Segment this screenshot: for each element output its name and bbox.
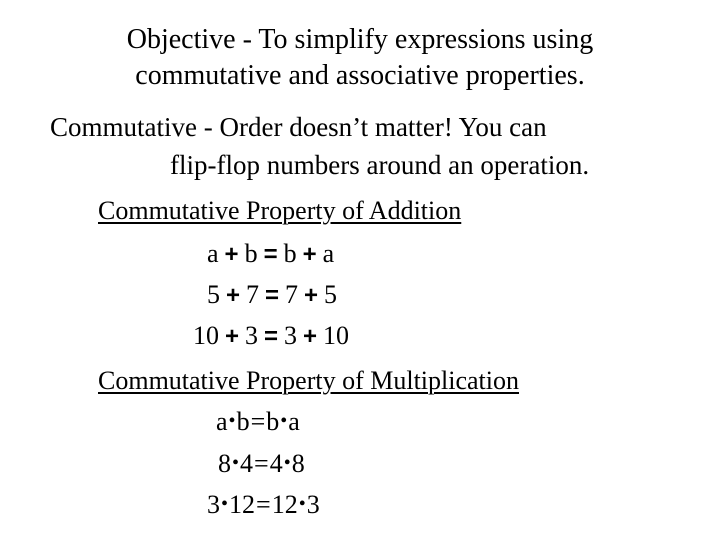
addition-equation-3 [193, 323, 349, 349]
plus-sign: + [224, 241, 239, 268]
title-line-1: Objective - To simplify expressions using [126, 24, 594, 55]
equals-sign: = [264, 323, 279, 350]
equals-sign: = [263, 241, 278, 268]
dot-operator: • [298, 493, 306, 515]
eq-term: b [236, 407, 250, 436]
multiplication-heading: Commutative Property of Multiplication [98, 366, 520, 395]
eq-term: 3 [306, 490, 320, 519]
dot-operator: • [232, 452, 240, 474]
plus-sign: + [302, 241, 317, 268]
eq-term: a [288, 407, 300, 436]
eq-term: 10 [323, 321, 350, 350]
equals-sign: = [265, 282, 280, 309]
plus-sign: + [225, 323, 240, 350]
addition-equation-1 [207, 241, 334, 267]
eq-term: 4 [240, 449, 254, 478]
eq-term: 10 [193, 321, 219, 350]
equals-sign: = [254, 449, 269, 478]
eq-term: b [283, 239, 297, 268]
eq-term: 7 [246, 280, 260, 309]
eq-term: 5 [324, 280, 338, 309]
equals-sign: = [256, 490, 271, 519]
multiplication-equation-3 [207, 492, 320, 518]
eq-term: 7 [285, 280, 299, 309]
dot-operator: • [283, 452, 291, 474]
plus-sign: + [304, 282, 319, 309]
commutative-definition-line-1: Commutative - Order doesn’t matter! You can [50, 112, 547, 142]
eq-term: b [244, 239, 258, 268]
dot-operator: • [280, 410, 288, 432]
eq-term: a [216, 407, 228, 436]
eq-term: 5 [207, 280, 220, 309]
eq-term: a [322, 239, 335, 268]
eq-term: 8 [291, 449, 305, 478]
plus-sign: + [226, 282, 241, 309]
addition-heading: Commutative Property of Addition [98, 196, 462, 225]
multiplication-equation-1 [216, 409, 300, 435]
multiplication-equation-2 [218, 451, 305, 477]
eq-term: 3 [284, 321, 298, 350]
eq-term: 12 [271, 490, 298, 519]
plus-sign: + [303, 323, 318, 350]
dot-operator: • [221, 493, 229, 515]
eq-term: 3 [245, 321, 259, 350]
eq-term: 3 [207, 490, 220, 519]
eq-term: a [207, 239, 219, 268]
eq-term: 12 [229, 490, 256, 519]
equals-sign: = [250, 407, 266, 436]
eq-term: 4 [269, 449, 283, 478]
title-line-2: commutative and associative properties. [135, 60, 585, 91]
eq-term: 8 [218, 449, 231, 478]
eq-term: b [266, 407, 280, 436]
addition-equation-2 [207, 282, 337, 308]
dot-operator: • [228, 410, 236, 432]
commutative-definition-line-2: flip-flop numbers around an operation. [170, 150, 590, 180]
